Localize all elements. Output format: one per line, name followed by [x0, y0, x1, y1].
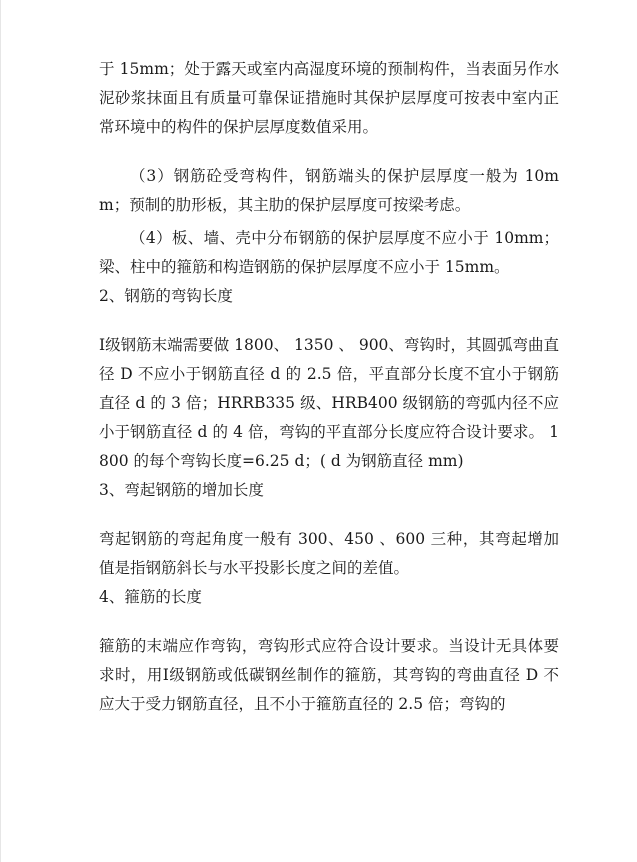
paragraph-item-4: （4）板、墙、壳中分布钢筋的保护层厚度不应小于 10mm；梁、柱中的箍筋和构造钢筋的保护层厚度不应小于 15mm。 — [99, 229, 559, 276]
document-body — [99, 55, 559, 719]
paragraph-bent-bar-length: 弯起钢筋的弯起角度一般有 300、450 、600 三种，其弯起增加值是指钢筋斜长与水平投影长度之间的差值。 — [99, 530, 559, 577]
paragraph-item-3: （3）钢筋砼受弯构件，钢筋端头的保护层厚度一般为 10mm；预制的肋形板，其主肋的保护层厚度可按梁考虑。 — [99, 167, 559, 214]
section-heading-stirrup-length: 4、箍筋的长度 — [99, 588, 202, 606]
paragraph-stirrup-length: 箍筋的末端应作弯钩，弯钩形式应符合设计要求。当设计无具体要求时，用Ⅰ级钢筋或低碳钢丝制作的箍筋，其弯钩的弯曲直径 D 不应大于受力钢筋直径，且不小于箍筋直径的 2.5 倍；弯钩的 — [99, 637, 559, 713]
section-heading-bent-bar-length: 3、弯起钢筋的增加长度 — [99, 481, 264, 499]
paragraph-protective-layer-continued: 于 15mm；处于露天或室内高湿度环境的预制构件，当表面另作水泥砂浆抹面且有质量可靠保证措施时其保护层厚度可按表中室内正常环境中的构件的保护层厚度数值采用。 — [99, 60, 559, 136]
paragraph-hook-length: Ⅰ级钢筋末端需要做 1800、 1350 、 900、弯钩时，其圆弧弯曲直径 D 不应小于钢筋直径 d 的 2.5 倍，平直部分长度不宜小于钢筋直径 d 的 3 倍；HRRB335 级、HRB400 级钢筋的弯弧内径不应小于钢筋直径 d 的 4 倍，弯钩的平直部分长度应符合设计要求。 1800 的每个弯钩长度=6.25 d；( d 为钢筋直径 mm) — [99, 336, 559, 470]
section-heading-hook-length: 2、钢筋的弯钩长度 — [99, 287, 233, 305]
